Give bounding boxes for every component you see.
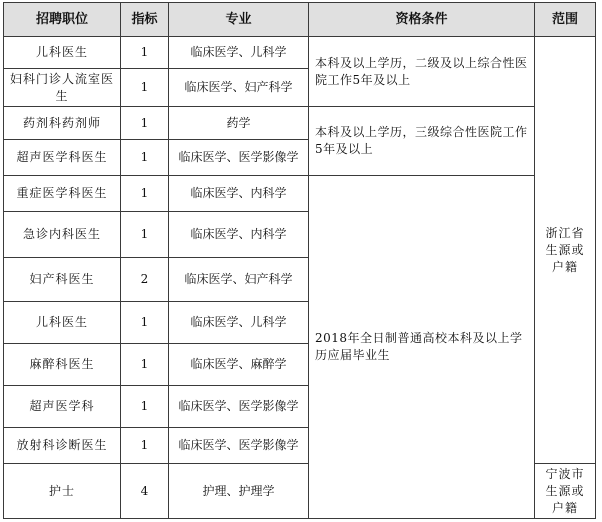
major-cell: 护理、护理学 [169,464,309,519]
header-row [4,3,596,37]
recruitment-table [3,2,596,519]
quota-cell: 1 [121,212,169,258]
table-row [4,37,596,69]
position-cell: 妇产科医生 [4,258,121,302]
major-cell: 临床医学、医学影像学 [169,386,309,428]
scope-cell: 浙江省生源或户籍 [535,37,596,464]
qualification-cell: 2018年全日制普通高校本科及以上学历应届毕业生 [309,176,535,519]
position-cell: 儿科医生 [4,37,121,69]
quota-cell: 1 [121,69,169,107]
qualification-cell: 本科及以上学历，三级综合性医院工作5年及以上 [309,107,535,176]
position-cell: 麻醉科医生 [4,344,121,386]
major-cell: 临床医学、妇产科学 [169,258,309,302]
quota-cell: 1 [121,37,169,69]
qualification-cell: 本科及以上学历，二级及以上综合性医院工作5年及以上 [309,37,535,107]
table-row [4,176,596,212]
quota-cell: 2 [121,258,169,302]
quota-cell: 4 [121,464,169,519]
quota-cell: 1 [121,386,169,428]
major-cell: 临床医学、儿科学 [169,302,309,344]
quota-cell: 1 [121,140,169,176]
quota-cell: 1 [121,428,169,464]
position-cell: 放射科诊断医生 [4,428,121,464]
header-quota: 指标 [121,3,169,37]
header-scope: 范围 [535,3,596,37]
header-major: 专业 [169,3,309,37]
major-cell: 临床医学、医学影像学 [169,428,309,464]
position-cell: 护士 [4,464,121,519]
scope-cell: 宁波市生源或户籍 [535,464,596,519]
position-cell: 妇科门诊人流室医生 [4,69,121,107]
header-qualification: 资格条件 [309,3,535,37]
position-cell: 超声医学科医生 [4,140,121,176]
major-cell: 临床医学、内科学 [169,212,309,258]
quota-cell: 1 [121,302,169,344]
position-cell: 药剂科药剂师 [4,107,121,140]
position-cell: 超声医学科 [4,386,121,428]
quota-cell: 1 [121,344,169,386]
major-cell: 临床医学、麻醉学 [169,344,309,386]
major-cell: 药学 [169,107,309,140]
table-row [4,107,596,140]
position-cell: 急诊内科医生 [4,212,121,258]
position-cell: 儿科医生 [4,302,121,344]
position-cell: 重症医学科医生 [4,176,121,212]
quota-cell: 1 [121,176,169,212]
quota-cell: 1 [121,107,169,140]
major-cell: 临床医学、儿科学 [169,37,309,69]
major-cell: 临床医学、内科学 [169,176,309,212]
header-position: 招聘职位 [4,3,121,37]
major-cell: 临床医学、医学影像学 [169,140,309,176]
major-cell: 临床医学、妇产科学 [169,69,309,107]
